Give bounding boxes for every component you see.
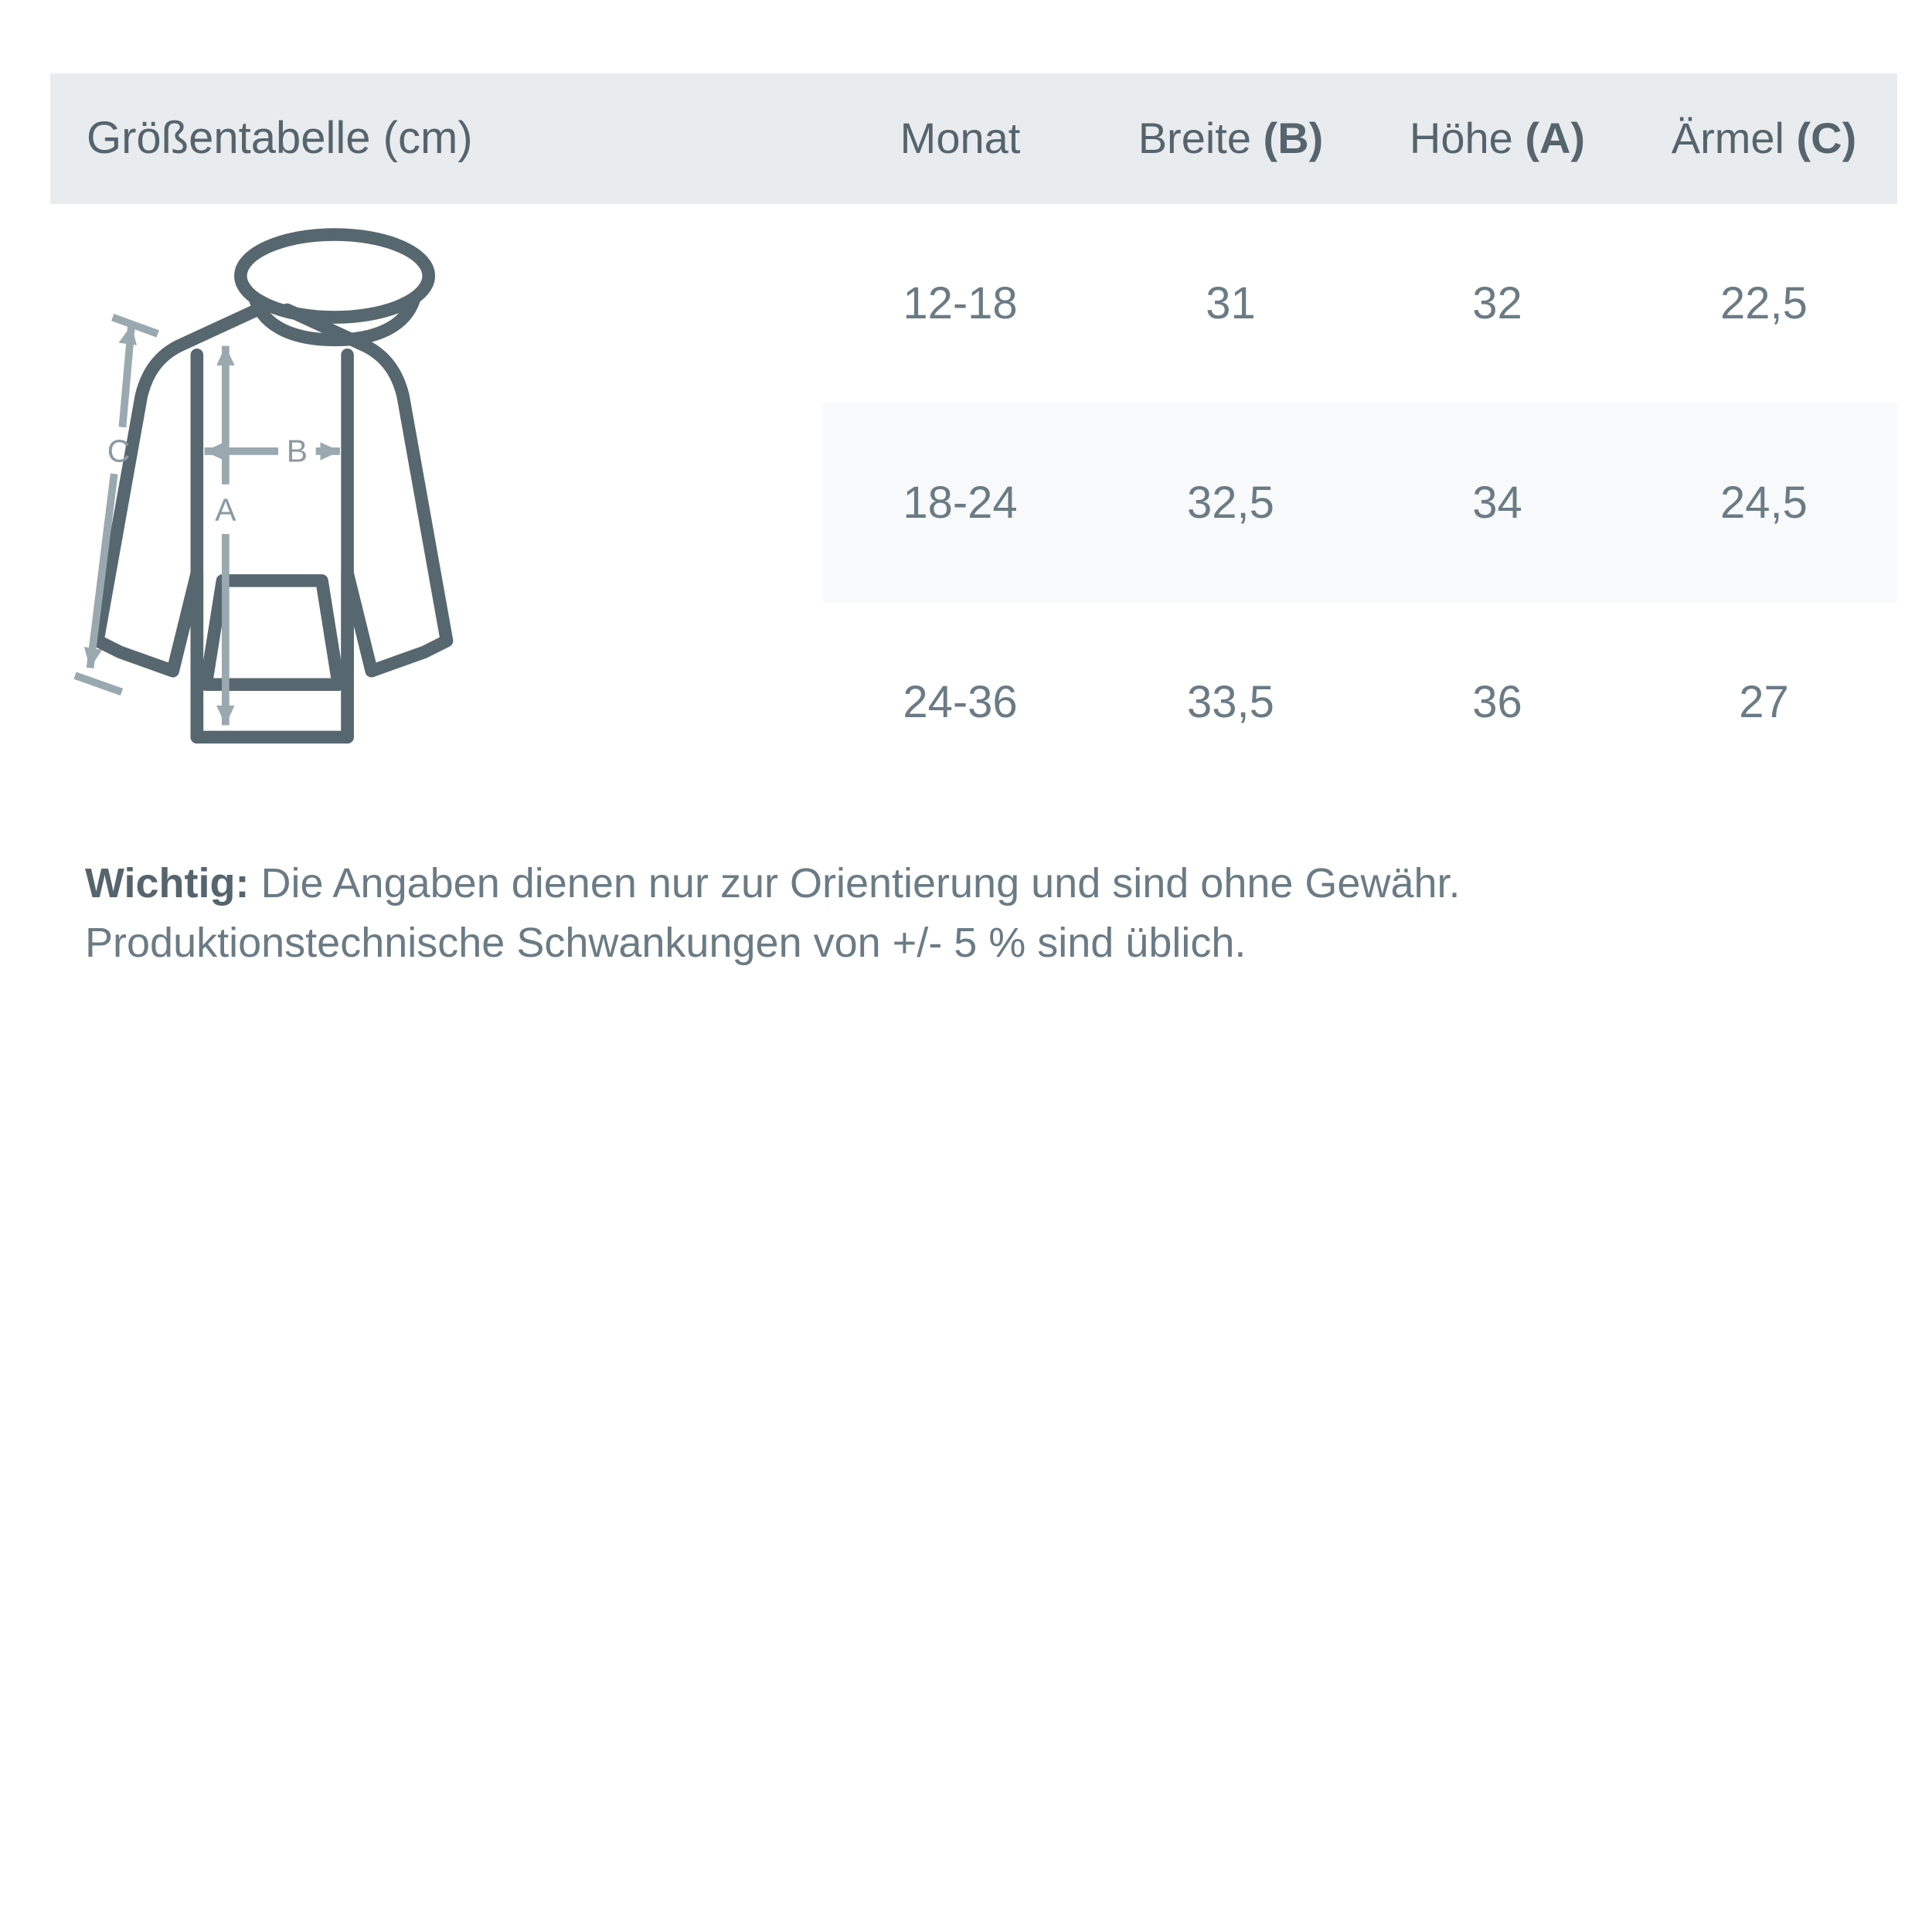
cell-hoehe: 36 [1472,676,1522,727]
cell-aermel: 22,5 [1720,277,1808,328]
column-header-breite [1097,73,1364,204]
cell-aermel: 24,5 [1720,477,1808,528]
hoodie-illustration-cell [50,204,823,802]
page-title: Größentabelle (cm) [87,113,473,163]
dimension-label-b: B [286,433,308,469]
table-row [50,204,1897,403]
column-header-aermel-label: Ärmel [1671,114,1797,162]
disclaimer-note [85,854,1862,972]
dimension-label-c: C [107,433,131,469]
cell-monat: 18-24 [903,477,1018,528]
cell-hoehe: 32 [1472,277,1522,328]
size-table-body [50,204,1897,802]
column-header-breite-label: Breite [1138,114,1264,162]
dimension-label-a: A [215,492,236,528]
column-header-monat-label: Monat [900,114,1021,162]
column-header-monat [823,73,1097,204]
column-header-hoehe-key: (A) [1525,114,1586,162]
size-table-container [50,73,1897,802]
hoodie-diagram [50,204,777,791]
table-header-row [50,73,1897,204]
cell-monat: 24-36 [903,676,1018,727]
cell-aermel: 27 [1739,676,1789,727]
cell-breite: 31 [1206,277,1256,328]
size-table-head [50,73,1897,204]
column-header-aermel [1631,73,1897,204]
cell-breite: 32,5 [1187,477,1274,528]
cell-breite: 33,5 [1187,676,1274,727]
column-header-hoehe [1364,73,1631,204]
hoodie-outline-icon [97,234,447,736]
disclaimer-strong: Wichtig: [85,860,250,906]
dimension-line-a [216,346,234,726]
disclaimer-text: Die Angaben dienen nur zur Orientierung und sind ohne Gewähr. Produktionstechnische Schwankungen von +/- 5 % sind üblich. [85,860,1461,966]
cell-monat: 12-18 [903,277,1018,328]
cell-hoehe: 34 [1472,477,1522,528]
size-table [50,73,1897,802]
column-header-hoehe-label: Höhe [1409,114,1526,162]
column-header-aermel-key: (C) [1796,114,1857,162]
column-header-breite-key: (B) [1263,114,1324,162]
